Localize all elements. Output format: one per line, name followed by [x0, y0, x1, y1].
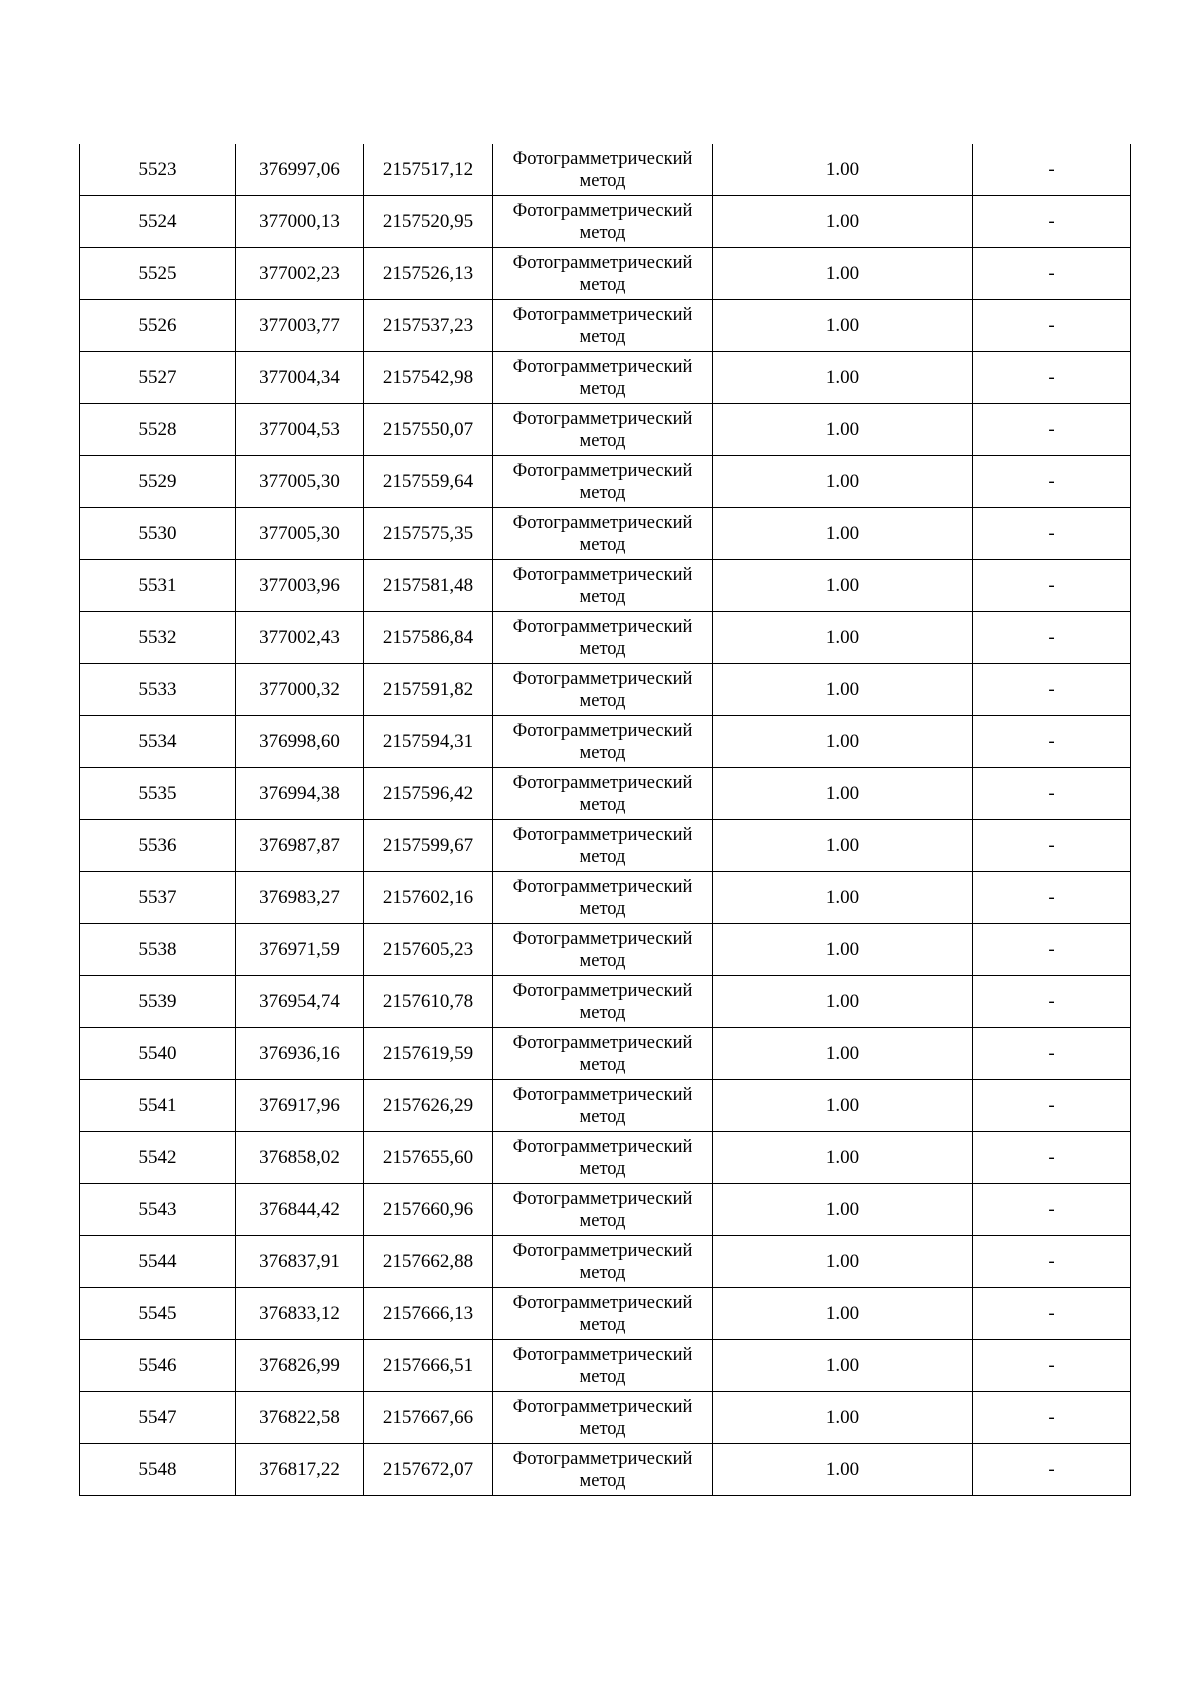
- table-row: [80, 1392, 1131, 1444]
- accuracy-cell: 1.00: [713, 1028, 973, 1080]
- note-cell: -: [973, 716, 1131, 768]
- accuracy-cell: 1.00: [713, 1288, 973, 1340]
- note-cell: -: [973, 1340, 1131, 1392]
- method-line-2: метод: [579, 586, 626, 607]
- note-cell: -: [973, 872, 1131, 924]
- x-coordinate-cell: 377002,43: [236, 612, 364, 664]
- method-line-1: Фотограмметрический: [512, 356, 693, 377]
- x-coordinate-cell: 376917,96: [236, 1080, 364, 1132]
- table-row: [80, 924, 1131, 976]
- x-coordinate-cell: 377005,30: [236, 456, 364, 508]
- method-cell: [493, 664, 713, 716]
- method-line-2: метод: [579, 1210, 626, 1231]
- method-line-2: метод: [579, 274, 626, 295]
- method-cell: [493, 716, 713, 768]
- method-cell: [493, 1288, 713, 1340]
- point-number-cell: 5534: [80, 716, 236, 768]
- method-cell: [493, 404, 713, 456]
- method-line-2: метод: [579, 950, 626, 971]
- table-row: [80, 664, 1131, 716]
- accuracy-cell: 1.00: [713, 456, 973, 508]
- y-coordinate-cell: 2157517,12: [364, 144, 493, 196]
- y-coordinate-cell: 2157559,64: [364, 456, 493, 508]
- method-cell: [493, 1444, 713, 1496]
- method-line-1: Фотограмметрический: [512, 408, 693, 429]
- accuracy-cell: 1.00: [713, 144, 973, 196]
- method-line-1: Фотограмметрический: [512, 1136, 693, 1157]
- method-line-2: метод: [579, 638, 626, 659]
- method-line-1: Фотограмметрический: [512, 928, 693, 949]
- method-line-2: метод: [579, 1418, 626, 1439]
- x-coordinate-cell: 377003,77: [236, 300, 364, 352]
- method-cell: [493, 1340, 713, 1392]
- accuracy-cell: 1.00: [713, 1132, 973, 1184]
- method-cell: [493, 1184, 713, 1236]
- x-coordinate-cell: 376837,91: [236, 1236, 364, 1288]
- x-coordinate-cell: 376936,16: [236, 1028, 364, 1080]
- method-line-1: Фотограмметрический: [512, 564, 693, 585]
- method-line-1: Фотограмметрический: [512, 460, 693, 481]
- point-number-cell: 5529: [80, 456, 236, 508]
- y-coordinate-cell: 2157619,59: [364, 1028, 493, 1080]
- method-cell: [493, 144, 713, 196]
- table-row: [80, 1028, 1131, 1080]
- x-coordinate-cell: 376983,27: [236, 872, 364, 924]
- table-row: [80, 820, 1131, 872]
- x-coordinate-cell: 376826,99: [236, 1340, 364, 1392]
- method-line-1: Фотограмметрический: [512, 200, 693, 221]
- accuracy-cell: 1.00: [713, 1444, 973, 1496]
- note-cell: -: [973, 664, 1131, 716]
- method-line-1: Фотограмметрический: [512, 876, 693, 897]
- point-number-cell: 5546: [80, 1340, 236, 1392]
- method-line-1: Фотограмметрический: [512, 148, 693, 169]
- method-cell: [493, 1080, 713, 1132]
- method-line-1: Фотограмметрический: [512, 720, 693, 741]
- accuracy-cell: 1.00: [713, 1340, 973, 1392]
- method-line-2: метод: [579, 742, 626, 763]
- point-number-cell: 5537: [80, 872, 236, 924]
- note-cell: -: [973, 1444, 1131, 1496]
- y-coordinate-cell: 2157667,66: [364, 1392, 493, 1444]
- method-cell: [493, 508, 713, 560]
- method-line-1: Фотограмметрический: [512, 1292, 693, 1313]
- table-row: [80, 404, 1131, 456]
- point-number-cell: 5531: [80, 560, 236, 612]
- table-row: [80, 1080, 1131, 1132]
- point-number-cell: 5548: [80, 1444, 236, 1496]
- accuracy-cell: 1.00: [713, 820, 973, 872]
- method-line-2: метод: [579, 170, 626, 191]
- note-cell: -: [973, 1392, 1131, 1444]
- method-line-2: метод: [579, 1314, 626, 1335]
- note-cell: -: [973, 820, 1131, 872]
- table-row: [80, 716, 1131, 768]
- x-coordinate-cell: 377000,13: [236, 196, 364, 248]
- y-coordinate-cell: 2157602,16: [364, 872, 493, 924]
- method-line-2: метод: [579, 1002, 626, 1023]
- table-row: [80, 1184, 1131, 1236]
- note-cell: -: [973, 560, 1131, 612]
- method-line-1: Фотограмметрический: [512, 512, 693, 533]
- method-line-2: метод: [579, 222, 626, 243]
- x-coordinate-cell: 376971,59: [236, 924, 364, 976]
- x-coordinate-cell: 376997,06: [236, 144, 364, 196]
- table-row: [80, 144, 1131, 196]
- method-line-1: Фотограмметрический: [512, 616, 693, 637]
- method-line-1: Фотограмметрический: [512, 1240, 693, 1261]
- coordinates-table: [79, 144, 1131, 1496]
- table-row: [80, 456, 1131, 508]
- x-coordinate-cell: 377004,53: [236, 404, 364, 456]
- x-coordinate-cell: 376844,42: [236, 1184, 364, 1236]
- accuracy-cell: 1.00: [713, 352, 973, 404]
- method-cell: [493, 1392, 713, 1444]
- y-coordinate-cell: 2157526,13: [364, 248, 493, 300]
- method-cell: [493, 976, 713, 1028]
- method-line-1: Фотограмметрический: [512, 1448, 693, 1469]
- method-line-2: метод: [579, 378, 626, 399]
- method-line-1: Фотограмметрический: [512, 824, 693, 845]
- point-number-cell: 5535: [80, 768, 236, 820]
- y-coordinate-cell: 2157666,51: [364, 1340, 493, 1392]
- table-row: [80, 1132, 1131, 1184]
- y-coordinate-cell: 2157605,23: [364, 924, 493, 976]
- accuracy-cell: 1.00: [713, 716, 973, 768]
- point-number-cell: 5524: [80, 196, 236, 248]
- point-number-cell: 5542: [80, 1132, 236, 1184]
- y-coordinate-cell: 2157662,88: [364, 1236, 493, 1288]
- method-line-2: метод: [579, 1262, 626, 1283]
- table-row: [80, 352, 1131, 404]
- method-line-2: метод: [579, 326, 626, 347]
- method-line-2: метод: [579, 430, 626, 451]
- note-cell: -: [973, 1288, 1131, 1340]
- method-line-2: метод: [579, 1470, 626, 1491]
- method-cell: [493, 300, 713, 352]
- note-cell: -: [973, 300, 1131, 352]
- method-cell: [493, 352, 713, 404]
- point-number-cell: 5541: [80, 1080, 236, 1132]
- point-number-cell: 5540: [80, 1028, 236, 1080]
- point-number-cell: 5543: [80, 1184, 236, 1236]
- table-row: [80, 300, 1131, 352]
- table-row: [80, 1236, 1131, 1288]
- method-cell: [493, 456, 713, 508]
- accuracy-cell: 1.00: [713, 924, 973, 976]
- y-coordinate-cell: 2157626,29: [364, 1080, 493, 1132]
- table-row: [80, 1288, 1131, 1340]
- method-line-2: метод: [579, 1106, 626, 1127]
- note-cell: -: [973, 976, 1131, 1028]
- accuracy-cell: 1.00: [713, 872, 973, 924]
- y-coordinate-cell: 2157599,67: [364, 820, 493, 872]
- accuracy-cell: 1.00: [713, 1236, 973, 1288]
- note-cell: -: [973, 1236, 1131, 1288]
- point-number-cell: 5523: [80, 144, 236, 196]
- y-coordinate-cell: 2157537,23: [364, 300, 493, 352]
- x-coordinate-cell: 376822,58: [236, 1392, 364, 1444]
- table-row: [80, 560, 1131, 612]
- method-line-2: метод: [579, 482, 626, 503]
- accuracy-cell: 1.00: [713, 768, 973, 820]
- x-coordinate-cell: 377003,96: [236, 560, 364, 612]
- method-line-2: метод: [579, 1054, 626, 1075]
- method-cell: [493, 248, 713, 300]
- y-coordinate-cell: 2157660,96: [364, 1184, 493, 1236]
- method-line-2: метод: [579, 1158, 626, 1179]
- note-cell: -: [973, 1132, 1131, 1184]
- note-cell: -: [973, 1080, 1131, 1132]
- y-coordinate-cell: 2157594,31: [364, 716, 493, 768]
- point-number-cell: 5526: [80, 300, 236, 352]
- accuracy-cell: 1.00: [713, 404, 973, 456]
- y-coordinate-cell: 2157610,78: [364, 976, 493, 1028]
- table-row: [80, 768, 1131, 820]
- accuracy-cell: 1.00: [713, 196, 973, 248]
- accuracy-cell: 1.00: [713, 612, 973, 664]
- accuracy-cell: 1.00: [713, 560, 973, 612]
- note-cell: -: [973, 248, 1131, 300]
- point-number-cell: 5544: [80, 1236, 236, 1288]
- y-coordinate-cell: 2157666,13: [364, 1288, 493, 1340]
- method-line-2: метод: [579, 794, 626, 815]
- note-cell: -: [973, 1028, 1131, 1080]
- method-cell: [493, 768, 713, 820]
- y-coordinate-cell: 2157596,42: [364, 768, 493, 820]
- method-cell: [493, 1132, 713, 1184]
- note-cell: -: [973, 456, 1131, 508]
- method-line-1: Фотограмметрический: [512, 304, 693, 325]
- point-number-cell: 5539: [80, 976, 236, 1028]
- x-coordinate-cell: 376858,02: [236, 1132, 364, 1184]
- x-coordinate-cell: 377004,34: [236, 352, 364, 404]
- y-coordinate-cell: 2157581,48: [364, 560, 493, 612]
- point-number-cell: 5545: [80, 1288, 236, 1340]
- method-line-1: Фотограмметрический: [512, 252, 693, 273]
- method-line-1: Фотограмметрический: [512, 1344, 693, 1365]
- x-coordinate-cell: 377000,32: [236, 664, 364, 716]
- table-row: [80, 1340, 1131, 1392]
- method-cell: [493, 560, 713, 612]
- table-row: [80, 508, 1131, 560]
- y-coordinate-cell: 2157575,35: [364, 508, 493, 560]
- y-coordinate-cell: 2157542,98: [364, 352, 493, 404]
- accuracy-cell: 1.00: [713, 1080, 973, 1132]
- y-coordinate-cell: 2157550,07: [364, 404, 493, 456]
- method-cell: [493, 196, 713, 248]
- method-line-2: метод: [579, 1366, 626, 1387]
- method-line-2: метод: [579, 898, 626, 919]
- x-coordinate-cell: 376954,74: [236, 976, 364, 1028]
- note-cell: -: [973, 144, 1131, 196]
- point-number-cell: 5530: [80, 508, 236, 560]
- note-cell: -: [973, 768, 1131, 820]
- accuracy-cell: 1.00: [713, 508, 973, 560]
- accuracy-cell: 1.00: [713, 248, 973, 300]
- method-cell: [493, 1028, 713, 1080]
- table-row: [80, 248, 1131, 300]
- x-coordinate-cell: 376987,87: [236, 820, 364, 872]
- method-line-2: метод: [579, 690, 626, 711]
- method-cell: [493, 872, 713, 924]
- note-cell: -: [973, 196, 1131, 248]
- y-coordinate-cell: 2157672,07: [364, 1444, 493, 1496]
- note-cell: -: [973, 612, 1131, 664]
- point-number-cell: 5533: [80, 664, 236, 716]
- point-number-cell: 5538: [80, 924, 236, 976]
- table-row: [80, 1444, 1131, 1496]
- point-number-cell: 5536: [80, 820, 236, 872]
- method-cell: [493, 1236, 713, 1288]
- accuracy-cell: 1.00: [713, 300, 973, 352]
- y-coordinate-cell: 2157520,95: [364, 196, 493, 248]
- method-line-1: Фотограмметрический: [512, 1032, 693, 1053]
- table-row: [80, 196, 1131, 248]
- table-row: [80, 612, 1131, 664]
- point-number-cell: 5532: [80, 612, 236, 664]
- note-cell: -: [973, 404, 1131, 456]
- method-line-1: Фотограмметрический: [512, 1084, 693, 1105]
- accuracy-cell: 1.00: [713, 1392, 973, 1444]
- x-coordinate-cell: 376994,38: [236, 768, 364, 820]
- method-cell: [493, 612, 713, 664]
- point-number-cell: 5547: [80, 1392, 236, 1444]
- table-row: [80, 976, 1131, 1028]
- method-line-1: Фотограмметрический: [512, 980, 693, 1001]
- table-body: [80, 144, 1131, 1496]
- accuracy-cell: 1.00: [713, 1184, 973, 1236]
- y-coordinate-cell: 2157591,82: [364, 664, 493, 716]
- y-coordinate-cell: 2157655,60: [364, 1132, 493, 1184]
- x-coordinate-cell: 377002,23: [236, 248, 364, 300]
- point-number-cell: 5528: [80, 404, 236, 456]
- method-cell: [493, 820, 713, 872]
- x-coordinate-cell: 376833,12: [236, 1288, 364, 1340]
- method-line-2: метод: [579, 846, 626, 867]
- method-line-1: Фотограмметрический: [512, 668, 693, 689]
- method-line-1: Фотограмметрический: [512, 1188, 693, 1209]
- point-number-cell: 5527: [80, 352, 236, 404]
- accuracy-cell: 1.00: [713, 976, 973, 1028]
- table-row: [80, 872, 1131, 924]
- note-cell: -: [973, 508, 1131, 560]
- note-cell: -: [973, 1184, 1131, 1236]
- x-coordinate-cell: 376998,60: [236, 716, 364, 768]
- x-coordinate-cell: 377005,30: [236, 508, 364, 560]
- y-coordinate-cell: 2157586,84: [364, 612, 493, 664]
- method-line-1: Фотограмметрический: [512, 772, 693, 793]
- accuracy-cell: 1.00: [713, 664, 973, 716]
- note-cell: -: [973, 924, 1131, 976]
- method-cell: [493, 924, 713, 976]
- note-cell: -: [973, 352, 1131, 404]
- x-coordinate-cell: 376817,22: [236, 1444, 364, 1496]
- method-line-2: метод: [579, 534, 626, 555]
- method-line-1: Фотограмметрический: [512, 1396, 693, 1417]
- point-number-cell: 5525: [80, 248, 236, 300]
